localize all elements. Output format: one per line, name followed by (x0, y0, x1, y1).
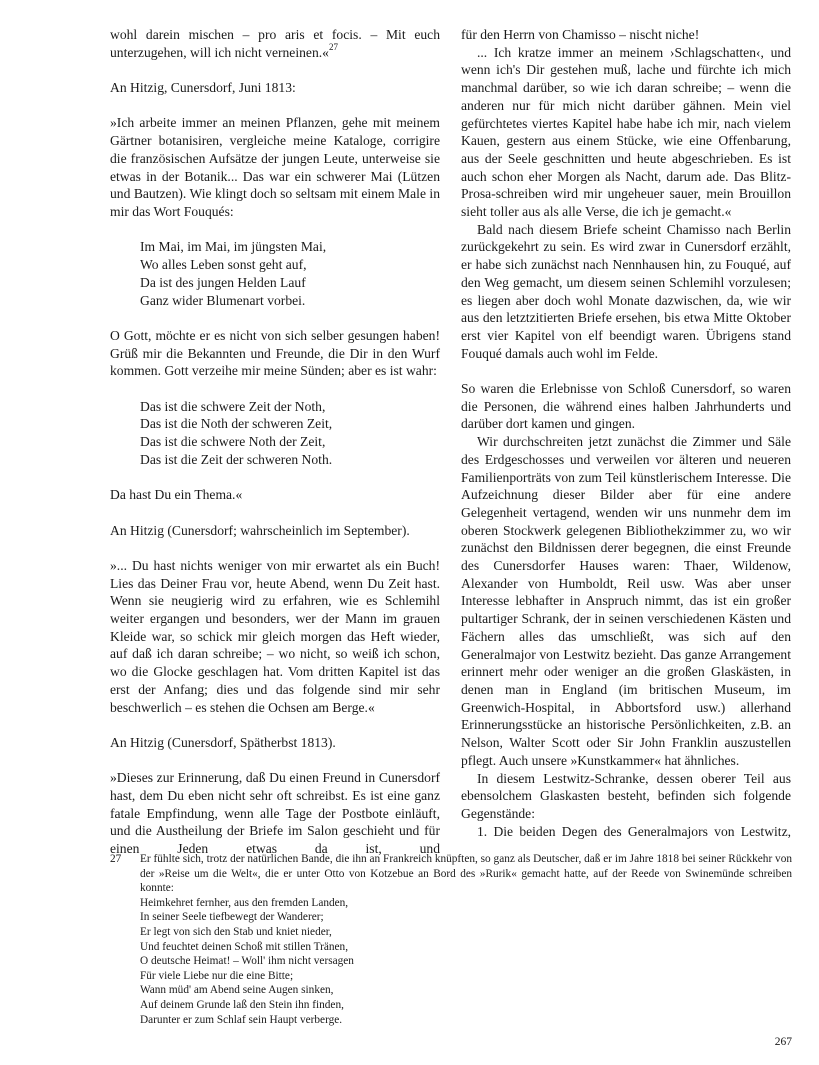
poem-line: O deutsche Heimat! – Woll' ihm nicht versagen (140, 955, 354, 968)
paragraph: wohl darein mischen – pro aris et focis. – Mit euch unterzugehen, will ich nicht verneinen.«$^{27}$ (110, 27, 440, 60)
footnote-poem (140, 896, 792, 1027)
poem-line: Im Mai, im Mai, im jüngsten Mai, (140, 239, 327, 255)
paragraph: Wir durchschreiten jetzt zunächst die Zimmer und Säle des Erdgeschosses und verweilen vor älteren und neueren Familienporträts von zum Teil künstlerischem Interesse. Die Aufzeichnung dieser Bilder aber für eine andere Gelegenheit vertagend, wenden wir uns nunmehr dem im oberen Stockwerk gelegenen Bibliothekzimmer zu, wo wir zunächst den Bildnissen derer begegnen, die einst Freunde des Cunersdorfer Hauses waren: Thaer, Wildenow, Alexander von Humboldt, Reil usw. Was aber unser Interesse lebhafter in Anspruch nimmt, das ist ein großer pultartiger Schrank, der in seinen verschiedenen Kästen und Fächern alles das umschließt, was sich auf den Generalmajor von Lestwitz bezieht. Das ganze Arrangement erinnert mehr oder weniger an die großen Glaskästen, in denen man in England (im britischen Museum, im Greenwich-Hospital, in Abbortsford usw.) allerhand Erinnerungsstücke an historische Persönlichkeiten, z.B. an Nelson, Walter Scott oder Sir John Franklin auszustellen pflegt. Auch unsere »Kunstkammer« hat ähnliches. (461, 434, 791, 768)
poem-line: Das ist die Noth der schweren Zeit, (140, 416, 333, 432)
letter-heading: An Hitzig, Cunersdorf, Juni 1813: (110, 80, 296, 96)
paragraph: »Ich arbeite immer an meinen Pflanzen, gehe mit meinem Gärtner botanisiren, vergleiche meine Kataloge, corrigire die französischen Aufsätze der jungen Leute, unterweise sie etwas in der Botanik... Das war ein schwerer Mai (Lützen und Bautzen). Wie klingt doch so seltsam mit einem Male in mir das Wort Fouqués: (110, 115, 440, 219)
paragraph: 1. Die beiden Degen des Generalmajors von Lestwitz, (477, 823, 791, 839)
poem-line: Das ist die schwere Zeit der Noth, (140, 398, 326, 414)
letter-heading: An Hitzig (Cunersdorf, Spätherbst 1813). (110, 734, 336, 750)
poem-line: Das ist die schwere Noth der Zeit, (140, 434, 326, 450)
paragraph: »... Du hast nichts weniger von mir erwartet als ein Buch! Lies das Deiner Frau vor, heute Abend, wenn Du Zeit hast. Wenn sie neugierig wird zu erfahren, wie es Schlemihl weiter ergangen und besonders, wer der Mann im grauen Kleide war, so schick mir gleich morgen das Heft wieder, auf daß ich daran schreibe; – wo nicht, so weiß ich schon, wo die Glocke geschlagen hat. Vom dritten Kapitel ist das erst der Anfang; dies und das folgende sind mir sehr beschwerlich – es stehen die Ochsen am Berge.« (110, 557, 440, 715)
paragraph: für den Herrn von Chamisso – nischt niche! (461, 27, 700, 42)
footnote-ref[interactable]: 27 (328, 42, 338, 53)
poem (140, 398, 440, 469)
poem-line: Heimkehret fernher, aus den fremden Landen, (140, 896, 349, 909)
poem-line: Wann müd' am Abend seine Augen sinken, (140, 984, 334, 997)
paragraph: ... Ich kratze immer an meinem ›Schlagschatten‹, und wenn ich's Dir gestehen muß, lache und fürchte ich mich manchmal darüber, so wie ich daran schreibe; – wenn die anderen nur für mich nicht darüber gähnen. Mein viel gefürchtetes viertes Kapitel habe habe ich mir, nach vielem Kauen, gestern aus einem Stücke, wie eine Offenbarung, aus der Seele geschnitten und heute abgeschrieben. Es ist auch schon eher Morgen als Nacht, darum ade. Das Blitz-Prosa-schreiben wird mir ungeheuer sauer, mein Brouillon sieht toller aus als alle Verse, die ich je gemacht.« (461, 44, 791, 220)
letter-heading: An Hitzig (Cunersdorf; wahrscheinlich im September). (110, 522, 410, 538)
poem-line: Das ist die Zeit der schweren Noth. (140, 451, 333, 467)
poem-line: Er legt von sich den Stab und kniet nieder, (140, 925, 332, 938)
paragraph: »Dieses zur Erinnerung, daß Du einen Freund in Cunersdorf hast, dem Du eben nicht sehr oft schreibst. Es ist eine ganz fatale Empfindung, wenn alle Tage der Postbote einläuft, und die Austheilung der Briefe im Salon geschieht und für einen Jeden etwas da ist, und (110, 770, 440, 857)
footnote-text: Er fühlte sich, trotz der natürlichen Bande, die ihn an Frankreich knüpften, so ganz als Deutscher, daß er im Jahre 1818 bei seiner Rückkehr von der »Reise um die Welt«, die er unter Otto von Kotzebue an Bord des »Rurik« gemacht hatte, auf der Reede von Swinemünde schreiben konnte: (140, 853, 792, 895)
poem (140, 238, 440, 309)
left-column (110, 26, 440, 858)
paragraph: In diesem Lestwitz-Schranke, dessen oberer Teil aus ebensolchem Glaskasten besteht, befinden sich folgende Gegenstände: (461, 770, 791, 821)
paragraph: Bald nach diesem Briefe scheint Chamisso nach Berlin zurückgekehrt zu sein. Es wird zwar in Cunersdorf erzählt, er habe sich zunächst nach Nennhausen hin, zu Fouqué, auf den Weg gemacht, um diesem seinen Schlemihl vorzulesen; es liegen aber doch wohl Monate dazwischen, da, wie wir aus den letztzitierten Briefe ersehen, bis etwa Mitte Oktober erst vier Kapitel von elf beendigt waren. Übrigens stand Fouqué damals auch wohl im Felde. (461, 221, 791, 361)
paragraph: Da hast Du ein Thema.« (110, 487, 243, 503)
paragraph: So waren die Erlebnisse von Schloß Cunersdorf, so waren die Personen, die während eines halben Jahrhunderts und darüber dort kamen und gingen. (461, 381, 791, 432)
page-number: 267 (774, 1036, 792, 1048)
footnote-number: 27 (110, 853, 122, 865)
footnote (110, 852, 792, 1027)
poem-line: Wo alles Leben sonst geht auf, (140, 257, 307, 273)
poem-line: In seiner Seele tiefbewegt der Wanderer; (140, 911, 324, 924)
footnote-body (140, 852, 792, 1027)
paragraph: O Gott, möchte er es nicht von sich selber gesungen haben! Grüß mir die Bekannten und Freunde, die Dir in den Wurf kommen. Gott verzeihe mir meine Sünden; aber es ist wahr: (110, 327, 440, 379)
poem-line: Für viele Liebe nur die eine Bitte; (140, 969, 294, 982)
poem-line: Darunter er zum Schlaf sein Haupt verberge. (140, 1013, 343, 1026)
poem-line: Und feuchtet deinen Schoß mit stillen Tränen, (140, 940, 349, 953)
poem-line: Ganz wider Blumenart vorbei. (140, 292, 306, 308)
poem-line: Auf deinem Grunde laß den Stein ihn finden, (140, 998, 344, 1011)
poem-line: Da ist des jungen Helden Lauf (140, 274, 306, 290)
right-column (461, 26, 791, 840)
